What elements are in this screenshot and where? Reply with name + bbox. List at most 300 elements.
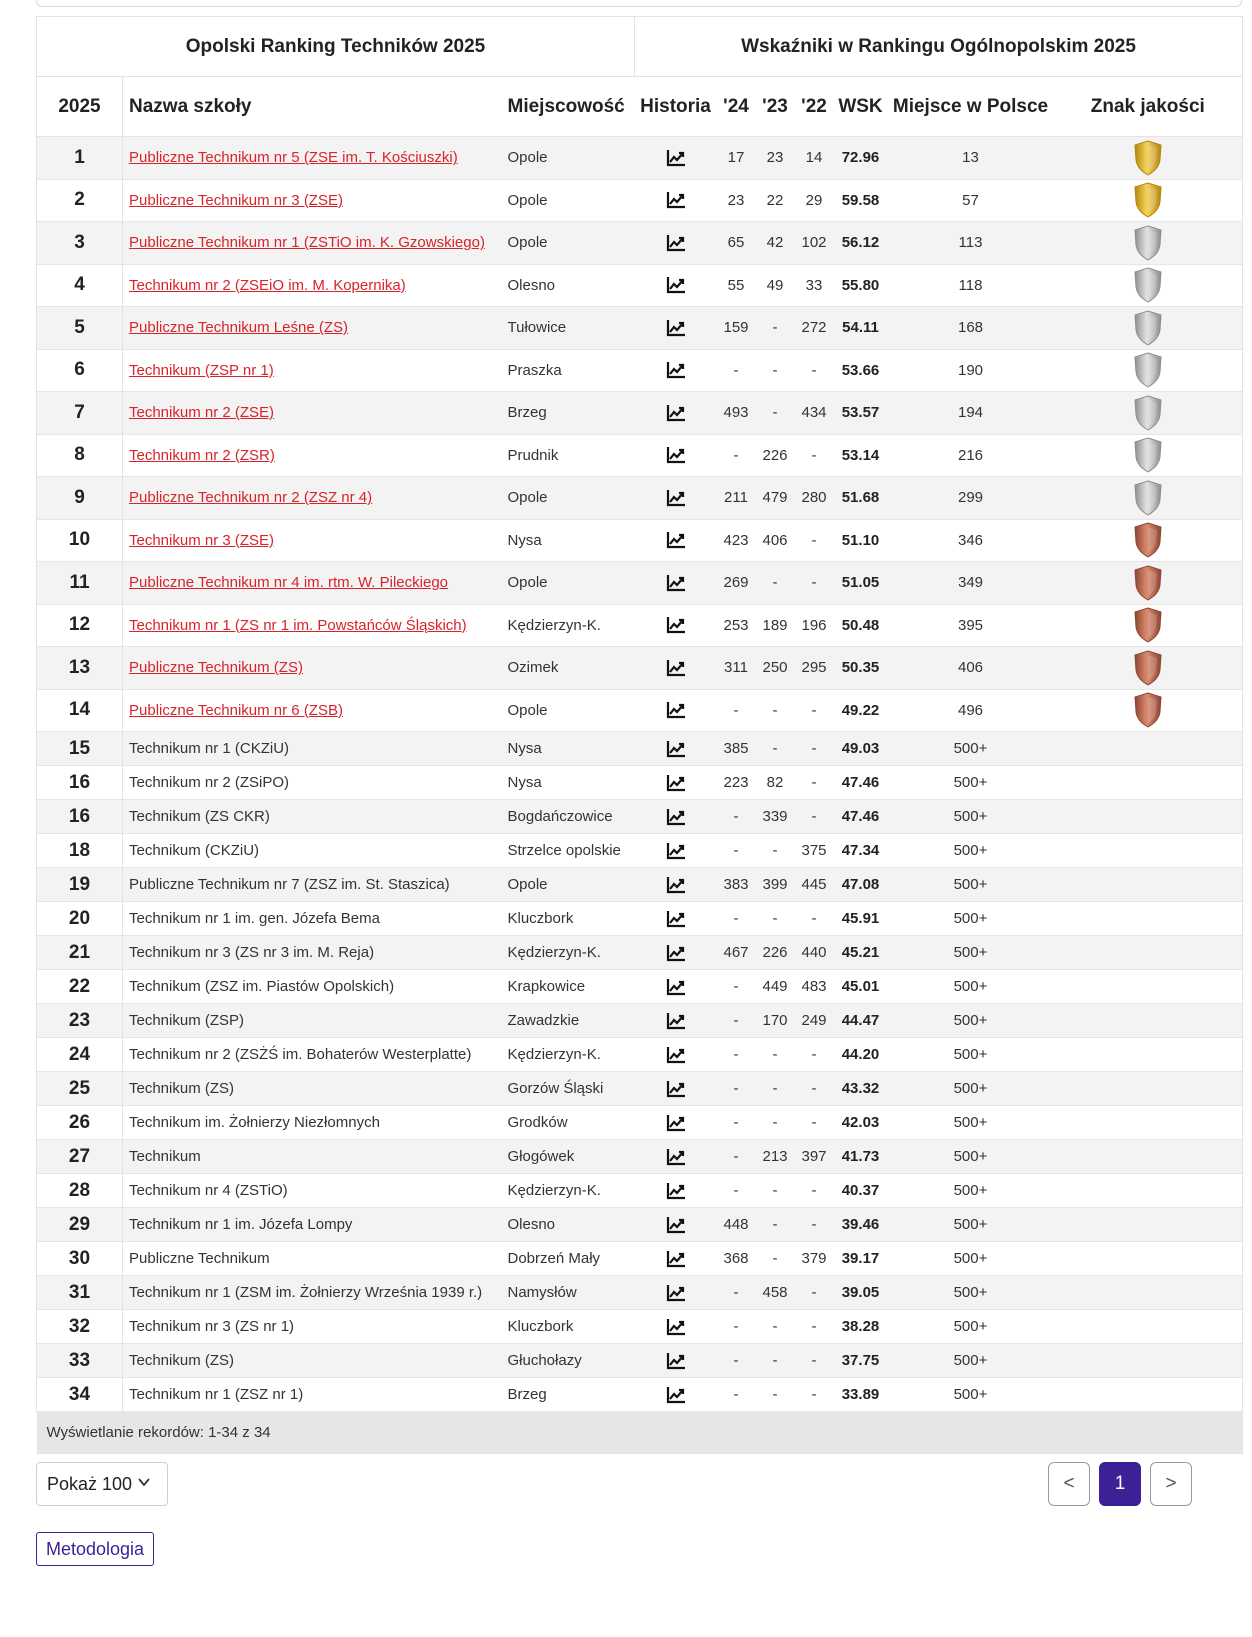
rank-cell: 25 (37, 1072, 123, 1106)
school-name-cell: Technikum nr 3 (ZS nr 1) (123, 1310, 502, 1344)
rank-2022-cell: - (795, 902, 834, 936)
wsk-cell: 43.32 (834, 1072, 888, 1106)
history-cell[interactable] (635, 392, 717, 435)
school-name-cell: Technikum (ZSP) (123, 1004, 502, 1038)
history-cell[interactable] (635, 1378, 717, 1412)
rank-cell: 4 (37, 264, 123, 307)
rank-2022-cell: - (795, 519, 834, 562)
history-cell[interactable] (635, 1208, 717, 1242)
history-cell[interactable] (635, 1106, 717, 1140)
quality-cell (1054, 222, 1243, 265)
rank-2023-cell: - (756, 834, 795, 868)
city-cell: Gorzów Śląski (502, 1072, 635, 1106)
poland-place-cell: 500+ (888, 1344, 1054, 1378)
history-cell[interactable] (635, 1276, 717, 1310)
city-cell: Olesno (502, 264, 635, 307)
col-header-name[interactable]: Nazwa szkoły (123, 77, 502, 137)
trend-chart-icon[interactable] (666, 1181, 686, 1198)
school-name-cell (123, 222, 502, 265)
trend-chart-icon[interactable] (666, 1113, 686, 1130)
col-header-history: Historia (635, 77, 717, 137)
school-name-cell (123, 519, 502, 562)
table-row (37, 1106, 1243, 1140)
prev-page-button[interactable]: < (1048, 1462, 1090, 1506)
poland-place-cell: 500+ (888, 732, 1054, 766)
quality-cell (1054, 392, 1243, 435)
city-cell: Brzeg (502, 392, 635, 435)
poland-place-cell: 500+ (888, 868, 1054, 902)
shield-icon (1133, 650, 1163, 686)
wsk-cell: 53.66 (834, 349, 888, 392)
history-cell[interactable] (635, 1140, 717, 1174)
rank-2023-cell: 449 (756, 970, 795, 1004)
table-row (37, 1140, 1243, 1174)
quality-cell (1054, 1174, 1243, 1208)
school-name-cell: Technikum (123, 1140, 502, 1174)
quality-cell (1054, 562, 1243, 605)
poland-place-cell: 216 (888, 434, 1054, 477)
wsk-cell: 51.05 (834, 562, 888, 605)
trend-chart-icon[interactable] (666, 404, 686, 421)
shield-icon (1133, 352, 1163, 388)
wsk-cell: 39.46 (834, 1208, 888, 1242)
poland-place-cell: 500+ (888, 800, 1054, 834)
quality-cell (1054, 1208, 1243, 1242)
trend-chart-icon[interactable] (666, 739, 686, 756)
school-name-cell: Technikum (CKZiU) (123, 834, 502, 868)
rank-2024-cell: 448 (717, 1208, 756, 1242)
trend-chart-icon[interactable] (666, 841, 686, 858)
poland-place-cell: 500+ (888, 1106, 1054, 1140)
school-name-cell: Publiczne Technikum nr 7 (ZSZ im. St. Staszica) (123, 868, 502, 902)
table-row (37, 1276, 1243, 1310)
rank-2023-cell: - (756, 1242, 795, 1276)
city-cell: Opole (502, 477, 635, 520)
rank-2023-cell: - (756, 1378, 795, 1412)
col-header-2024[interactable]: '24 (717, 77, 756, 137)
city-cell: Nysa (502, 519, 635, 562)
city-cell: Strzelce opolskie (502, 834, 635, 868)
rank-cell: 27 (37, 1140, 123, 1174)
table-row (37, 477, 1243, 520)
rank-2022-cell: - (795, 1378, 834, 1412)
poland-place-cell: 500+ (888, 1004, 1054, 1038)
history-cell[interactable] (635, 264, 717, 307)
history-cell[interactable] (635, 434, 717, 477)
rank-2024-cell: 368 (717, 1242, 756, 1276)
rank-2023-cell: 226 (756, 434, 795, 477)
trend-chart-icon[interactable] (666, 773, 686, 790)
col-header-city[interactable]: Miejscowość (502, 77, 635, 137)
school-name-cell: Technikum nr 3 (ZS nr 3 im. M. Reja) (123, 936, 502, 970)
rank-2022-cell: 434 (795, 392, 834, 435)
col-header-quality: Znak jakości (1054, 77, 1243, 137)
shield-icon (1133, 565, 1163, 601)
history-cell[interactable] (635, 1072, 717, 1106)
quality-cell (1054, 477, 1243, 520)
school-link[interactable]: Publiczne Technikum nr 3 (ZSE) (129, 191, 343, 209)
quality-cell (1054, 732, 1243, 766)
wsk-cell: 44.20 (834, 1038, 888, 1072)
rank-2022-cell: - (795, 1106, 834, 1140)
city-cell: Nysa (502, 732, 635, 766)
quality-cell (1054, 1106, 1243, 1140)
history-cell[interactable] (635, 1344, 717, 1378)
quality-cell (1054, 604, 1243, 647)
wsk-cell: 37.75 (834, 1344, 888, 1378)
history-cell[interactable] (635, 179, 717, 222)
poland-place-cell: 500+ (888, 1072, 1054, 1106)
school-name-cell: Technikum nr 1 (ZSM im. Żołnierzy Września 1939 r.) (123, 1276, 502, 1310)
poland-place-cell: 500+ (888, 902, 1054, 936)
trend-chart-icon[interactable] (666, 1011, 686, 1028)
quality-cell (1054, 868, 1243, 902)
trend-chart-icon[interactable] (666, 807, 686, 824)
methodology-button[interactable]: Metodologia (36, 1532, 154, 1566)
rank-cell: 11 (37, 562, 123, 605)
quality-cell (1054, 1038, 1243, 1072)
school-name-cell (123, 264, 502, 307)
history-cell[interactable] (635, 1004, 717, 1038)
rank-2023-cell: 42 (756, 222, 795, 265)
trend-chart-icon[interactable] (666, 1385, 686, 1402)
shield-icon (1133, 310, 1163, 346)
chevron-down-icon (137, 1475, 151, 1489)
trend-chart-icon[interactable] (666, 616, 686, 633)
rank-2024-cell: - (717, 1106, 756, 1140)
history-cell[interactable] (635, 834, 717, 868)
history-cell[interactable] (635, 562, 717, 605)
col-header-poland-place[interactable]: Miejsce w Polsce (888, 77, 1054, 137)
trend-chart-icon[interactable] (666, 276, 686, 293)
city-cell: Opole (502, 137, 635, 180)
rank-2022-cell: - (795, 1174, 834, 1208)
rank-cell: 13 (37, 647, 123, 690)
school-name-cell: Technikum nr 1 im. gen. Józefa Bema (123, 902, 502, 936)
school-link[interactable]: Publiczne Technikum nr 1 (ZSTiO im. K. Gzowskiego) (129, 234, 485, 252)
school-name-cell: Technikum im. Żołnierzy Niezłomnych (123, 1106, 502, 1140)
school-link[interactable]: Technikum nr 1 (ZS nr 1 im. Powstańców Śląskich) (129, 616, 467, 634)
quality-cell (1054, 264, 1243, 307)
trend-chart-icon[interactable] (666, 361, 686, 378)
rank-2023-cell: 213 (756, 1140, 795, 1174)
rank-2024-cell: 311 (717, 647, 756, 690)
rank-cell: 21 (37, 936, 123, 970)
city-cell: Opole (502, 222, 635, 265)
group-header-national: Wskaźniki w Rankingu Ogólnopolskim 2025 (635, 17, 1243, 77)
school-name-cell: Technikum (ZSZ im. Piastów Opolskich) (123, 970, 502, 1004)
rank-cell: 14 (37, 689, 123, 732)
rank-2023-cell: 339 (756, 800, 795, 834)
rank-2023-cell: 250 (756, 647, 795, 690)
trend-chart-icon[interactable] (666, 1283, 686, 1300)
rank-cell: 8 (37, 434, 123, 477)
table-row (37, 1378, 1243, 1412)
rank-2023-cell: 458 (756, 1276, 795, 1310)
history-cell[interactable] (635, 766, 717, 800)
table-row (37, 604, 1243, 647)
school-link[interactable]: Technikum nr 2 (ZSEiO im. M. Kopernika) (129, 276, 406, 294)
school-link[interactable]: Technikum nr 3 (ZSE) (129, 531, 275, 549)
school-name-cell: Technikum (ZS) (123, 1072, 502, 1106)
rank-2022-cell: 375 (795, 834, 834, 868)
poland-place-cell: 346 (888, 519, 1054, 562)
quality-cell (1054, 1378, 1243, 1412)
school-link[interactable]: Technikum (ZSP nr 1) (129, 361, 274, 379)
history-cell[interactable] (635, 732, 717, 766)
wsk-cell: 45.91 (834, 902, 888, 936)
rank-2023-cell: 399 (756, 868, 795, 902)
rank-2023-cell: 479 (756, 477, 795, 520)
rank-2024-cell: - (717, 1378, 756, 1412)
col-header-wsk[interactable]: WSK (834, 77, 888, 137)
wsk-cell: 38.28 (834, 1310, 888, 1344)
rank-2024-cell: 493 (717, 392, 756, 435)
table-row (37, 647, 1243, 690)
col-header-2022[interactable]: '22 (795, 77, 834, 137)
history-cell[interactable] (635, 800, 717, 834)
history-cell[interactable] (635, 307, 717, 350)
quality-cell (1054, 936, 1243, 970)
rank-cell: 19 (37, 868, 123, 902)
wsk-cell: 45.21 (834, 936, 888, 970)
rank-2023-cell: 406 (756, 519, 795, 562)
rank-cell: 16 (37, 766, 123, 800)
city-cell: Kędzierzyn-K. (502, 1174, 635, 1208)
history-cell[interactable] (635, 936, 717, 970)
wsk-cell: 47.34 (834, 834, 888, 868)
history-cell[interactable] (635, 349, 717, 392)
trend-chart-icon[interactable] (666, 1215, 686, 1232)
trend-chart-icon[interactable] (666, 319, 686, 336)
school-name-cell: Technikum nr 1 im. Józefa Lompy (123, 1208, 502, 1242)
col-header-rank[interactable]: 2025 (37, 77, 123, 137)
trend-chart-icon[interactable] (666, 191, 686, 208)
rank-cell: 20 (37, 902, 123, 936)
trend-chart-icon[interactable] (666, 1249, 686, 1266)
city-cell: Opole (502, 868, 635, 902)
trend-chart-icon[interactable] (666, 1079, 686, 1096)
poland-place-cell: 395 (888, 604, 1054, 647)
history-cell[interactable] (635, 137, 717, 180)
history-cell[interactable] (635, 222, 717, 265)
page-size-select[interactable] (36, 1462, 168, 1506)
rank-2024-cell: 159 (717, 307, 756, 350)
rank-cell: 22 (37, 970, 123, 1004)
school-link[interactable]: Publiczne Technikum (ZS) (129, 659, 303, 677)
school-name-cell: Technikum nr 1 (CKZiU) (123, 732, 502, 766)
wsk-cell: 51.68 (834, 477, 888, 520)
wsk-cell: 50.48 (834, 604, 888, 647)
rank-2023-cell: 49 (756, 264, 795, 307)
poland-place-cell: 168 (888, 307, 1054, 350)
city-cell: Brzeg (502, 1378, 635, 1412)
trend-chart-icon[interactable] (666, 977, 686, 994)
school-link[interactable]: Publiczne Technikum nr 5 (ZSE im. T. Kościuszki) (129, 149, 458, 167)
poland-place-cell: 500+ (888, 766, 1054, 800)
history-cell[interactable] (635, 1174, 717, 1208)
trend-chart-icon[interactable] (666, 149, 686, 166)
poland-place-cell: 406 (888, 647, 1054, 690)
trend-chart-icon[interactable] (666, 875, 686, 892)
current-page-button[interactable]: 1 (1099, 1462, 1141, 1506)
rank-cell: 18 (37, 834, 123, 868)
quality-cell (1054, 519, 1243, 562)
school-name-cell (123, 137, 502, 180)
trend-chart-icon[interactable] (666, 701, 686, 718)
rank-cell: 5 (37, 307, 123, 350)
rank-2024-cell: - (717, 1310, 756, 1344)
rank-cell: 33 (37, 1344, 123, 1378)
wsk-cell: 51.10 (834, 519, 888, 562)
wsk-cell: 40.37 (834, 1174, 888, 1208)
rank-cell: 16 (37, 800, 123, 834)
trend-chart-icon[interactable] (666, 574, 686, 591)
trend-chart-icon[interactable] (666, 909, 686, 926)
quality-cell (1054, 1344, 1243, 1378)
quality-cell (1054, 689, 1243, 732)
poland-place-cell: 500+ (888, 1378, 1054, 1412)
rank-2022-cell: - (795, 562, 834, 605)
history-cell[interactable] (635, 970, 717, 1004)
wsk-cell: 50.35 (834, 647, 888, 690)
rank-2023-cell: - (756, 1174, 795, 1208)
trend-chart-icon[interactable] (666, 1351, 686, 1368)
rank-2022-cell: 272 (795, 307, 834, 350)
previous-panel-edge (36, 0, 1242, 7)
school-link[interactable]: Publiczne Technikum nr 6 (ZSB) (129, 701, 343, 719)
table-row (37, 868, 1243, 902)
city-cell: Namysłów (502, 1276, 635, 1310)
school-link[interactable]: Technikum nr 2 (ZSE) (129, 404, 275, 422)
city-cell: Kluczbork (502, 902, 635, 936)
quality-cell (1054, 434, 1243, 477)
wsk-cell: 33.89 (834, 1378, 888, 1412)
wsk-cell: 59.58 (834, 179, 888, 222)
trend-chart-icon[interactable] (666, 659, 686, 676)
trend-chart-icon[interactable] (666, 1045, 686, 1062)
group-header-regional: Opolski Ranking Techników 2025 (37, 17, 635, 77)
rank-2022-cell: - (795, 1310, 834, 1344)
history-cell[interactable] (635, 519, 717, 562)
wsk-cell: 47.46 (834, 800, 888, 834)
rank-2022-cell: - (795, 732, 834, 766)
rank-2023-cell: - (756, 1344, 795, 1378)
history-cell[interactable] (635, 647, 717, 690)
wsk-cell: 56.12 (834, 222, 888, 265)
history-cell[interactable] (635, 1242, 717, 1276)
city-cell: Głuchołazy (502, 1344, 635, 1378)
table-row (37, 1004, 1243, 1038)
school-name-cell: Technikum nr 2 (ZSŻŚ im. Bohaterów Westerplatte) (123, 1038, 502, 1072)
shield-icon (1133, 182, 1163, 218)
quality-cell (1054, 800, 1243, 834)
wsk-cell: 47.08 (834, 868, 888, 902)
shield-icon (1133, 140, 1163, 176)
school-link[interactable]: Publiczne Technikum nr 2 (ZSZ nr 4) (129, 489, 373, 507)
school-link[interactable]: Publiczne Technikum nr 4 im. rtm. W. Pileckiego (129, 574, 449, 592)
trend-chart-icon[interactable] (666, 234, 686, 251)
history-cell[interactable] (635, 477, 717, 520)
rank-2024-cell: - (717, 800, 756, 834)
history-cell[interactable] (635, 902, 717, 936)
quality-cell (1054, 902, 1243, 936)
wsk-cell: 39.05 (834, 1276, 888, 1310)
wsk-cell: 49.22 (834, 689, 888, 732)
school-name-cell (123, 349, 502, 392)
school-link[interactable]: Technikum nr 2 (ZSR) (129, 446, 275, 464)
rank-2022-cell: 249 (795, 1004, 834, 1038)
rank-2023-cell: - (756, 349, 795, 392)
rank-2022-cell: - (795, 1276, 834, 1310)
rank-2024-cell: - (717, 689, 756, 732)
history-cell[interactable] (635, 604, 717, 647)
trend-chart-icon[interactable] (666, 531, 686, 548)
rank-2024-cell: 467 (717, 936, 756, 970)
poland-place-cell: 500+ (888, 1140, 1054, 1174)
school-link[interactable]: Publiczne Technikum Leśne (ZS) (129, 319, 348, 337)
trend-chart-icon[interactable] (666, 1317, 686, 1334)
history-cell[interactable] (635, 689, 717, 732)
school-name-cell: Technikum (ZS) (123, 1344, 502, 1378)
col-header-2023[interactable]: '23 (756, 77, 795, 137)
rank-cell: 10 (37, 519, 123, 562)
rank-2024-cell: - (717, 1344, 756, 1378)
trend-chart-icon[interactable] (666, 1147, 686, 1164)
history-cell[interactable] (635, 1038, 717, 1072)
table-row (37, 222, 1243, 265)
rank-2024-cell: - (717, 970, 756, 1004)
trend-chart-icon[interactable] (666, 446, 686, 463)
quality-cell (1054, 970, 1243, 1004)
history-cell[interactable] (635, 1310, 717, 1344)
table-row (37, 349, 1243, 392)
rank-2022-cell: - (795, 800, 834, 834)
table-row (37, 766, 1243, 800)
city-cell: Kędzierzyn-K. (502, 1038, 635, 1072)
shield-icon (1133, 225, 1163, 261)
table-row (37, 834, 1243, 868)
rank-2024-cell: - (717, 1174, 756, 1208)
rank-2022-cell: - (795, 1344, 834, 1378)
shield-icon (1133, 522, 1163, 558)
table-row (37, 1174, 1243, 1208)
rank-2022-cell: 295 (795, 647, 834, 690)
table-row (37, 1208, 1243, 1242)
shield-icon (1133, 267, 1163, 303)
city-cell: Prudnik (502, 434, 635, 477)
history-cell[interactable] (635, 868, 717, 902)
rank-2023-cell: 170 (756, 1004, 795, 1038)
rank-2023-cell: - (756, 689, 795, 732)
poland-place-cell: 500+ (888, 1310, 1054, 1344)
rank-cell: 26 (37, 1106, 123, 1140)
ranking-table (36, 16, 1243, 1454)
table-row (37, 902, 1243, 936)
rank-cell: 6 (37, 349, 123, 392)
table-row (37, 392, 1243, 435)
wsk-cell: 45.01 (834, 970, 888, 1004)
rank-2023-cell: 82 (756, 766, 795, 800)
next-page-button[interactable]: > (1150, 1462, 1192, 1506)
quality-cell (1054, 307, 1243, 350)
rank-2024-cell: - (717, 902, 756, 936)
trend-chart-icon[interactable] (666, 943, 686, 960)
trend-chart-icon[interactable] (666, 489, 686, 506)
rank-2023-cell: 22 (756, 179, 795, 222)
table-row (37, 732, 1243, 766)
table-row (37, 1242, 1243, 1276)
